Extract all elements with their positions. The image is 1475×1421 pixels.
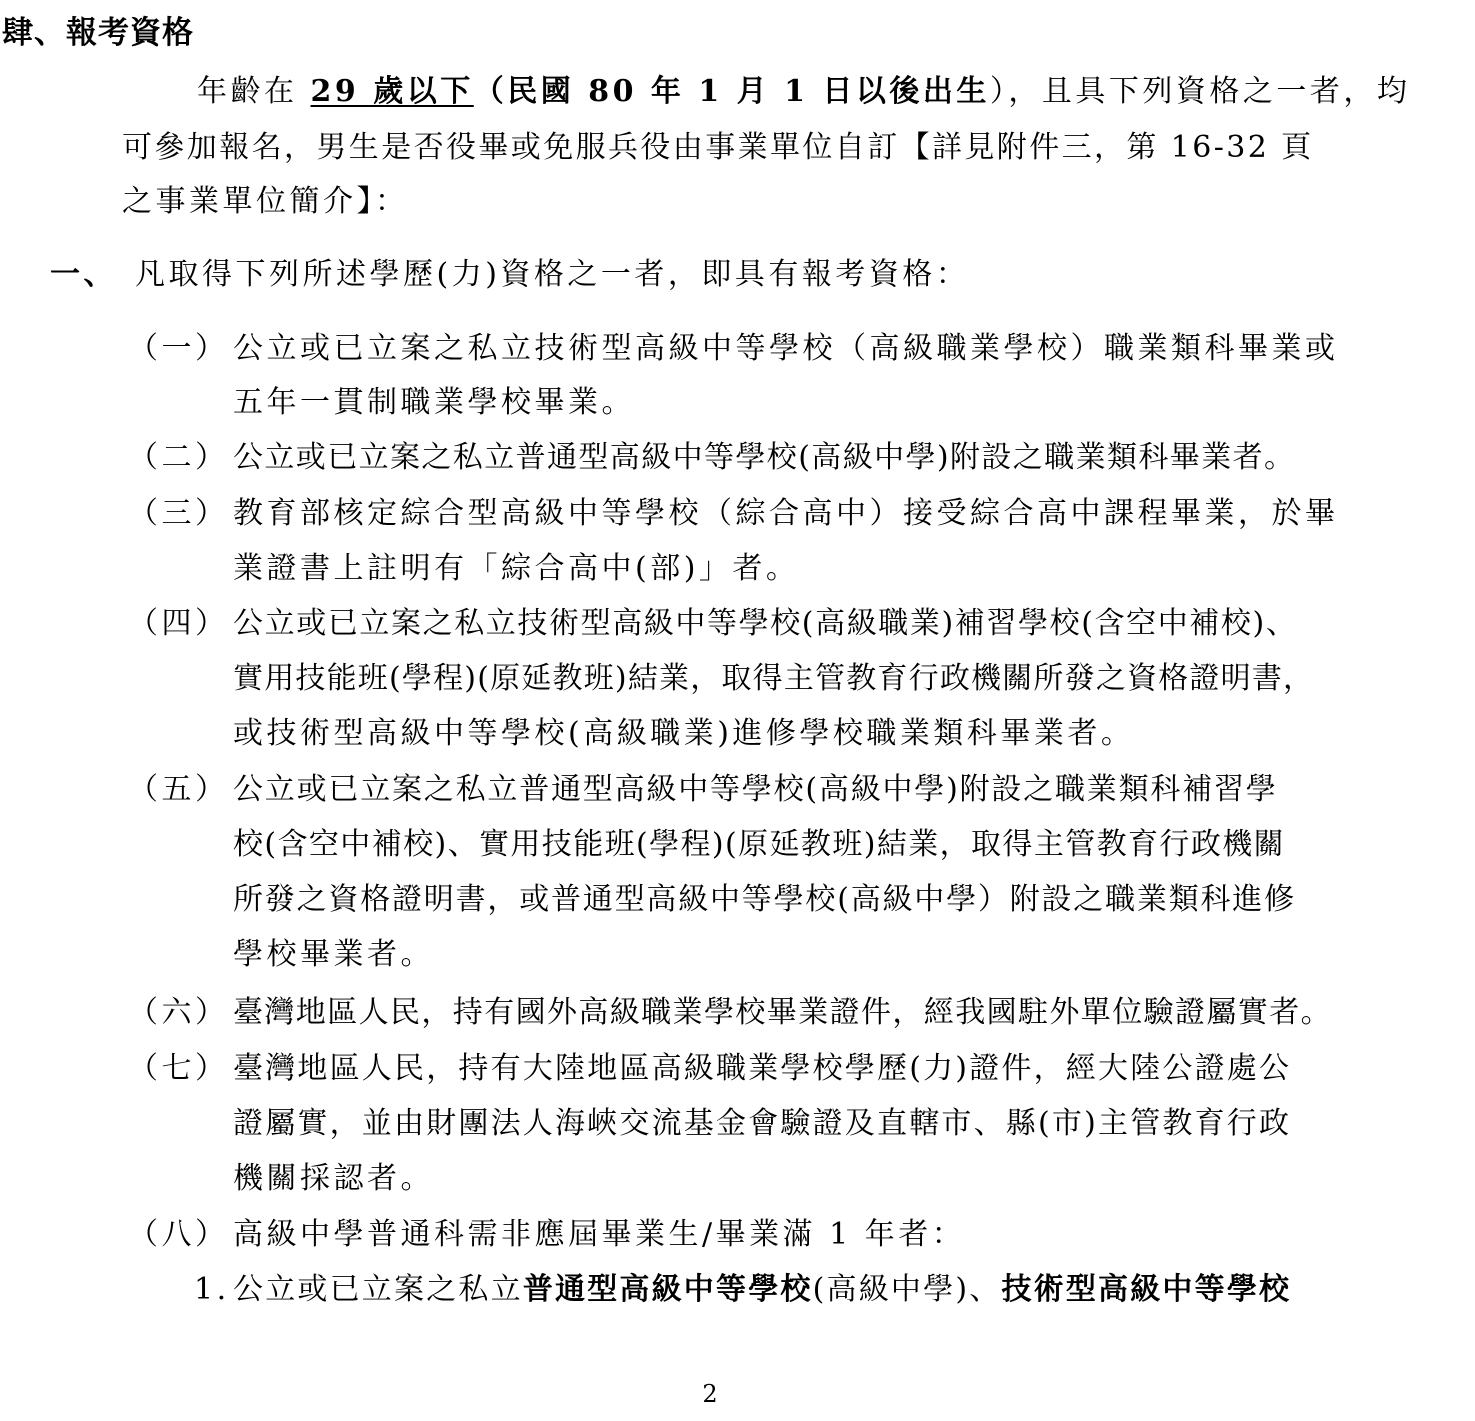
birth-date-condition: （民國 80 年 1 月 1 日以後出生 — [473, 74, 990, 109]
subitem-label: （八） — [128, 1217, 229, 1252]
subitem-label: （四） — [128, 606, 229, 641]
subitem-label: （六） — [128, 995, 229, 1030]
numbered-text: 公立或已立案之私立 — [233, 1272, 523, 1307]
subitem-line: 五年一貫制職業學校畢業。 — [233, 385, 635, 420]
subitem-line: 公立或已立案之私立技術型高級中等學校(高級職業)補習學校(含空中補校)、 — [233, 606, 1298, 641]
intro-text: ），且具下列資格之一者，均 — [989, 74, 1411, 109]
subitem-label: （七） — [128, 1051, 229, 1086]
subitem-label: （一） — [128, 331, 229, 366]
subitem-line: 業證書上註明有「綜合高中(部)」者。 — [233, 551, 800, 586]
subitem-label: （五） — [128, 772, 229, 807]
subitem-label: （二） — [128, 440, 229, 475]
subitem-line: 臺灣地區人民，持有國外高級職業學校畢業證件，經我國駐外單位驗證屬實者。 — [233, 995, 1332, 1030]
intro-line-1 — [197, 72, 1410, 112]
subitem-line: 高級中學普通科需非應屆畢業生/畢業滿 1 年者： — [233, 1217, 966, 1252]
section-heading: 肆、報考資格 — [2, 15, 194, 51]
numbered-item-text — [233, 1270, 1291, 1310]
subitem-line: 或技術型高級中等學校(高級職業)進修學校職業類科畢業者。 — [233, 716, 1135, 751]
subitem-line: 公立或已立案之私立普通型高級中等學校(高級中學)附設之職業類科補習學 — [233, 772, 1278, 807]
subitem-line: 教育部核定綜合型高級中等學校（綜合高中）接受綜合高中課程畢業，於畢 — [233, 496, 1339, 531]
subitem-line: 臺灣地區人民，持有大陸地區高級職業學校學歷(力)證件，經大陸公證處公 — [233, 1051, 1292, 1086]
subitem-line: 實用技能班(學程)(原延教班)結業，取得主管教育行政機關所發之資格證明書， — [233, 661, 1315, 696]
subitem-line: 公立或已立案之私立普通型高級中等學校(高級中學)附設之職業類科畢業者。 — [233, 440, 1296, 475]
age-limit: 29 歲以下 — [310, 74, 474, 109]
subitem-line: 學校畢業者。 — [233, 937, 434, 972]
subitem-line: 公立或已立案之私立技術型高級中等學校（高級職業學校）職業類科畢業或 — [233, 331, 1339, 366]
subitem-line: 機關採認者。 — [233, 1161, 434, 1196]
subitem-line: 證屬實，並由財團法人海峽交流基金會驗證及直轄市、縣(市)主管教育行政 — [233, 1106, 1292, 1141]
subitem-line: 校(含空中補校)、實用技能班(學程)(原延教班)結業，取得主管教育行政機關 — [233, 827, 1286, 862]
intro-line-2: 可參加報名，男生是否役畢或免服兵役由事業單位自訂【詳見附件三，第 16-32 頁 — [122, 130, 1314, 165]
subitem-label: （三） — [128, 496, 229, 531]
school-type-technical: 技術型高級中等學校 — [1001, 1272, 1292, 1307]
subitem-line: 所發之資格證明書，或普通型高級中等學校(高級中學）附設之職業類科進修 — [233, 882, 1296, 917]
page-number: 2 — [702, 1380, 718, 1408]
numbered-text: (高級中學)、 — [812, 1272, 1002, 1307]
school-type-general: 普通型高級中等學校 — [522, 1272, 813, 1307]
intro-text: 年齡在 — [197, 74, 311, 109]
numbered-item-label: 1. — [194, 1272, 230, 1307]
item-one-text: 凡取得下列所述學歷(力)資格之一者，即具有報考資格： — [135, 257, 970, 292]
intro-line-3: 之事業單位簡介】： — [122, 184, 409, 219]
item-one-label: 一、 — [50, 257, 117, 292]
